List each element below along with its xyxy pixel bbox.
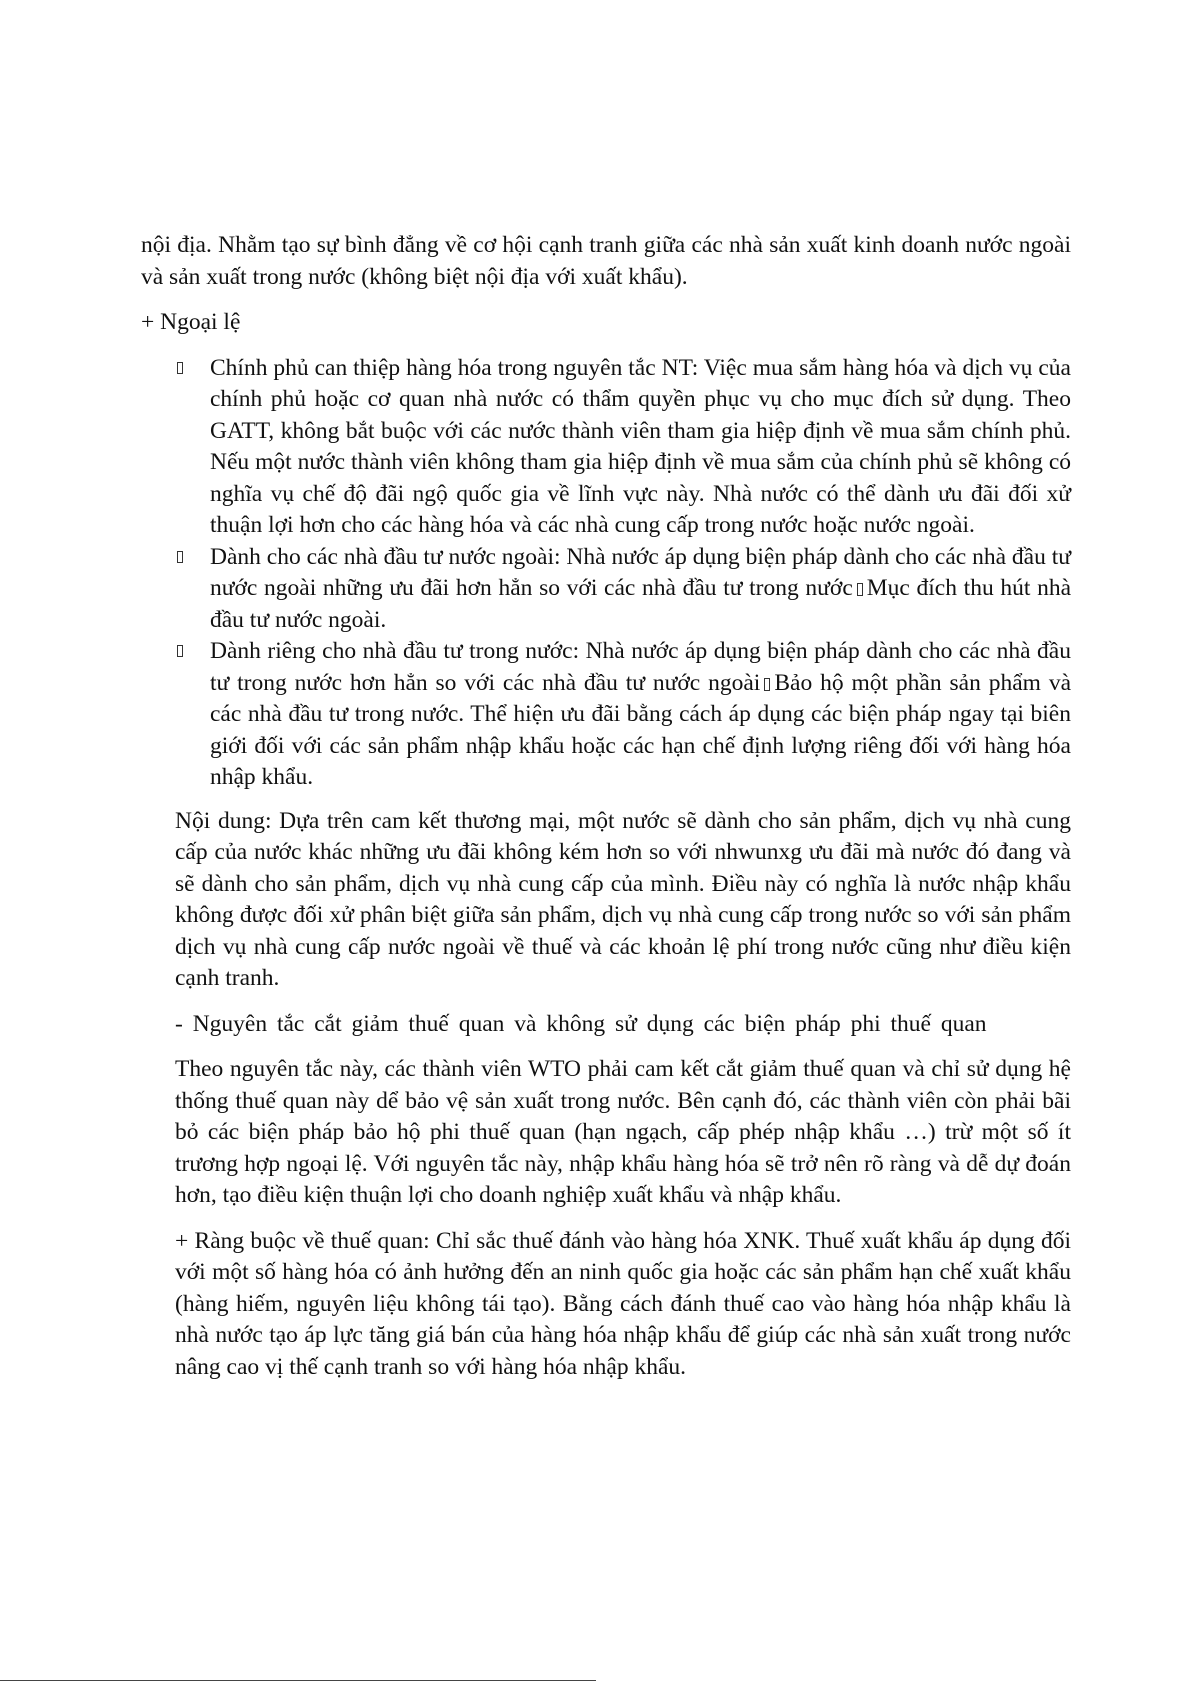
exception-text-after: Mục đích thu hút nhà đầu tư nước ngoài. [210,575,1072,633]
page-content [141,230,1071,1397]
tariff-binding-paragraph: + Ràng buộc về thuế quan: Chỉ sắc thuế đánh vào hàng hóa XNK. Thuế xuất khẩu áp dụng đối với một số hàng hóa có ảnh hưởng đến an ninh quốc gia hoặc các sản phẩm hạn chế xuất khẩu (hàng hiếm, nguyên liệu không tái tạo). Bằng cách đánh thuế cao vào hàng hóa nhập khẩu là nhà nước tạo áp lực tăng giá bán của hàng hóa nhập khẩu để giúp các nhà sản xuất trong nước nâng cao vị thế cạnh tranh so với hàng hóa nhập khẩu. [175,1227,1071,1380]
exceptions-list [141,353,1071,794]
exception-item-foreign-investors [141,542,1071,637]
exception-item-government-procurement [141,353,1071,542]
tariff-principle-heading: - Nguyên tắc cắt giảm thuế quan và không sử dụng các biện pháp phi thuế quan [175,1010,987,1037]
arrow-glyph-icon [764,678,770,691]
arrow-glyph-icon [857,583,863,596]
exception-text: Chính phủ can thiệp hàng hóa trong nguyên tắc NT: Việc mua sắm hàng hóa và dịch vụ của chính phủ hoặc cơ quan nhà nước có thẩm quyền phục vụ cho mục đích sử dụng. Theo GATT, không bắt buộc với các nước thành viên tham gia hiệp định về mua sắm chính phủ. Nếu một nước thành viên không tham gia hiệp định về mua sắm của chính phủ sẽ không có nghĩa vụ chế độ đãi ngộ quốc gia về lĩnh vực này. Nhà nước có thể dành ưu đãi đối xử thuận lợi hơn cho các hàng hóa và các nhà cung cấp trong nước hoặc nước ngoài. [210,354,1071,538]
exceptions-heading: + Ngoại lệ [141,309,241,335]
exception-text-before: Dành cho các nhà đầu tư nước ngoài: Nhà nước áp dụng biện pháp dành cho các nhà đầu tư nước ngoài những ưu đãi hơn hẳn so với các nhà đầu tư trong nước [210,543,1071,601]
bullet-box-icon [177,645,183,657]
exception-text-before: Dành riêng cho nhà đầu tư trong nước: Nhà nước áp dụng biện pháp dành cho các nhà đầu tư trong nước hơn hẳn so với các nhà đầu tư nước ngoài [210,638,1071,696]
footer-rule [0,1680,596,1681]
tariff-principle-body: Theo nguyên tắc này, các thành viên WTO phải cam kết cắt giảm thuế quan và chỉ sử dụng hệ thống thuế quan này dể bảo vệ sản xuất trong nước. Bên cạnh đó, các thành viên còn phải bãi bỏ các biện pháp bảo hộ phi thuế quan (hạn ngạch, cấp phép nhập khẩu …) trừ một số ít trương hợp ngoại lệ. Với nguyên tắc này, nhập khẩu hàng hóa sẽ trở nên rõ ràng và dễ dự đoán hơn, tạo điều kiện thuận lợi cho doanh nghiệp xuất khẩu và nhập khẩu. [175,1056,1071,1208]
intro-paragraph: nội địa. Nhằm tạo sự bình đẳng về cơ hội cạnh tranh giữa các nhà sản xuất kinh doanh nước ngoài và sản xuất trong nước (không biệt nội địa với xuất khẩu). [141,232,1071,290]
exception-item-domestic-investors [141,636,1071,794]
bullet-box-icon [177,362,183,374]
exception-text-after: Bảo hộ một phần sản phẩm và các nhà đầu tư trong nước. Thể hiện ưu đãi bằng cách áp dụng các biện pháp ngay tại biên giới đối với các sản phẩm nhập khẩu hoặc các hạn chế định lượng riêng đối với hàng hóa nhập khẩu. [210,669,1071,790]
bullet-box-icon [177,551,183,563]
content-paragraph: Nội dung: Dựa trên cam kết thương mại, một nước sẽ dành cho sản phẩm, dịch vụ nhà cung cấp của nước khác những ưu đãi không kém hơn so với nhwunxg ưu đãi mà nước đó đang và sẽ dành cho sản phẩm, dịch vụ nhà cung cấp của mình. Điều này có nghĩa là nước nhập khẩu không được đối xử phân biệt giữa sản phẩm, dịch vụ nhà cung cấp trong nước so với sản phẩm dịch vụ nhà cung cấp nước ngoài về thuế và các khoản lệ phí trong nước cũng như điều kiện cạnh tranh. [175,807,1071,991]
